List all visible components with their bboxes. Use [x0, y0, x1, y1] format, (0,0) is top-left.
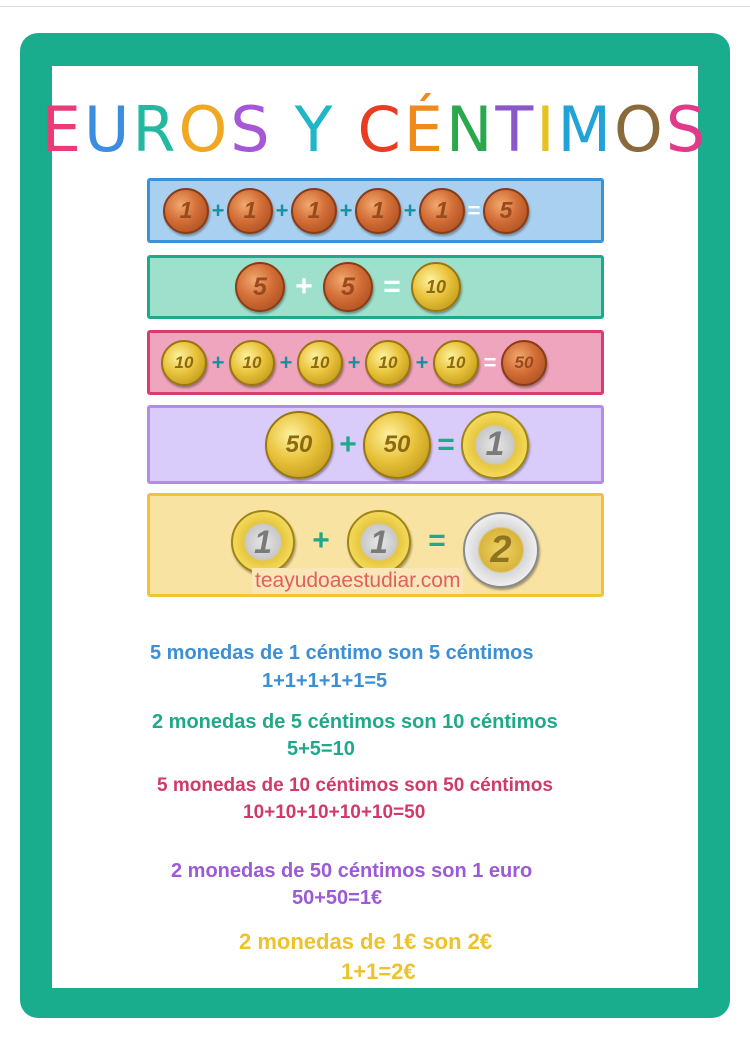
coin-copper-1: 1 — [355, 188, 401, 234]
coin-gold-10: 10 — [297, 340, 343, 386]
coin-copper-5: 5 — [235, 262, 285, 312]
watermark: teayudoaestudiar.com — [252, 568, 463, 594]
title-letter: Y — [294, 93, 336, 166]
coin-copper-1: 1 — [419, 188, 465, 234]
explanation-sentence: 2 monedas de 5 céntimos son 10 céntimos — [152, 711, 558, 733]
equals-sign: = — [383, 270, 401, 303]
title-letter: S — [230, 93, 273, 166]
explanation-sentence: 2 monedas de 1€ son 2€ — [239, 929, 493, 954]
plus-sign: + — [279, 349, 293, 375]
equals-sign: = — [437, 427, 455, 461]
coin-copper-5: 5 — [483, 188, 529, 234]
title-letter: I — [536, 93, 558, 166]
coin-copper-5: 5 — [323, 262, 373, 312]
title-letter: N — [445, 93, 496, 166]
plus-sign: + — [403, 197, 417, 223]
coin-copper-50: 50 — [501, 340, 547, 386]
title-letter: M — [557, 93, 615, 166]
equals-sign: = — [467, 197, 481, 223]
explanation-equation: 50+50=1€ — [292, 887, 383, 909]
coin-euro1-1: 1 — [347, 510, 411, 574]
explanation-equation: 5+5=10 — [287, 738, 355, 760]
title-letter: R — [132, 93, 179, 166]
coin-gold-10: 10 — [411, 262, 461, 312]
top-divider — [0, 6, 750, 7]
equation-panel-2 — [147, 255, 604, 319]
plus-sign: + — [275, 197, 289, 223]
plus-sign: + — [211, 349, 225, 375]
equation-panel-3 — [147, 330, 604, 395]
coin-gold-10: 10 — [229, 340, 275, 386]
coin-euro1-1: 1 — [231, 510, 295, 574]
explanation-sentence: 5 monedas de 1 céntimo son 5 céntimos — [150, 642, 534, 664]
coin-gold-50: 50 — [265, 411, 333, 479]
title-letter: E — [41, 93, 84, 166]
plus-sign: + — [415, 349, 429, 375]
title-letter: S — [665, 93, 709, 166]
coin-gold-10: 10 — [433, 340, 479, 386]
page-title — [0, 80, 750, 180]
plus-sign: + — [339, 197, 353, 223]
plus-sign: + — [312, 524, 330, 557]
equation-panel-1 — [147, 178, 604, 243]
coin-copper-1: 1 — [163, 188, 209, 234]
plus-sign: + — [339, 427, 357, 461]
coin-copper-1: 1 — [291, 188, 337, 234]
title-letter: T — [495, 93, 537, 166]
coin-euro2-2: 2 — [463, 512, 539, 588]
plus-sign: + — [211, 197, 225, 223]
explanation-sentence: 5 monedas de 10 céntimos son 50 céntimos — [157, 775, 553, 796]
title-letter: C — [357, 93, 404, 166]
coin-copper-1: 1 — [227, 188, 273, 234]
explanation-equation: 1+1=2€ — [341, 959, 416, 984]
equals-sign: = — [428, 524, 446, 557]
explanation-sentence: 2 monedas de 50 céntimos son 1 euro — [171, 860, 533, 882]
equals-sign: = — [483, 349, 497, 375]
title-letter: O — [178, 93, 231, 166]
coin-gold-10: 10 — [161, 340, 207, 386]
title-letter: O — [614, 93, 666, 166]
title-letter: É — [403, 93, 446, 166]
plus-sign: + — [295, 270, 313, 303]
coin-euro1-1: 1 — [461, 411, 529, 479]
title-letter: U — [83, 93, 133, 166]
explanation-equation: 1+1+1+1+1=5 — [262, 670, 388, 692]
equation-panel-4 — [147, 405, 604, 484]
coin-gold-50: 50 — [363, 411, 431, 479]
plus-sign: + — [347, 349, 361, 375]
explanation-equation: 10+10+10+10+10=50 — [243, 802, 426, 823]
coin-gold-10: 10 — [365, 340, 411, 386]
